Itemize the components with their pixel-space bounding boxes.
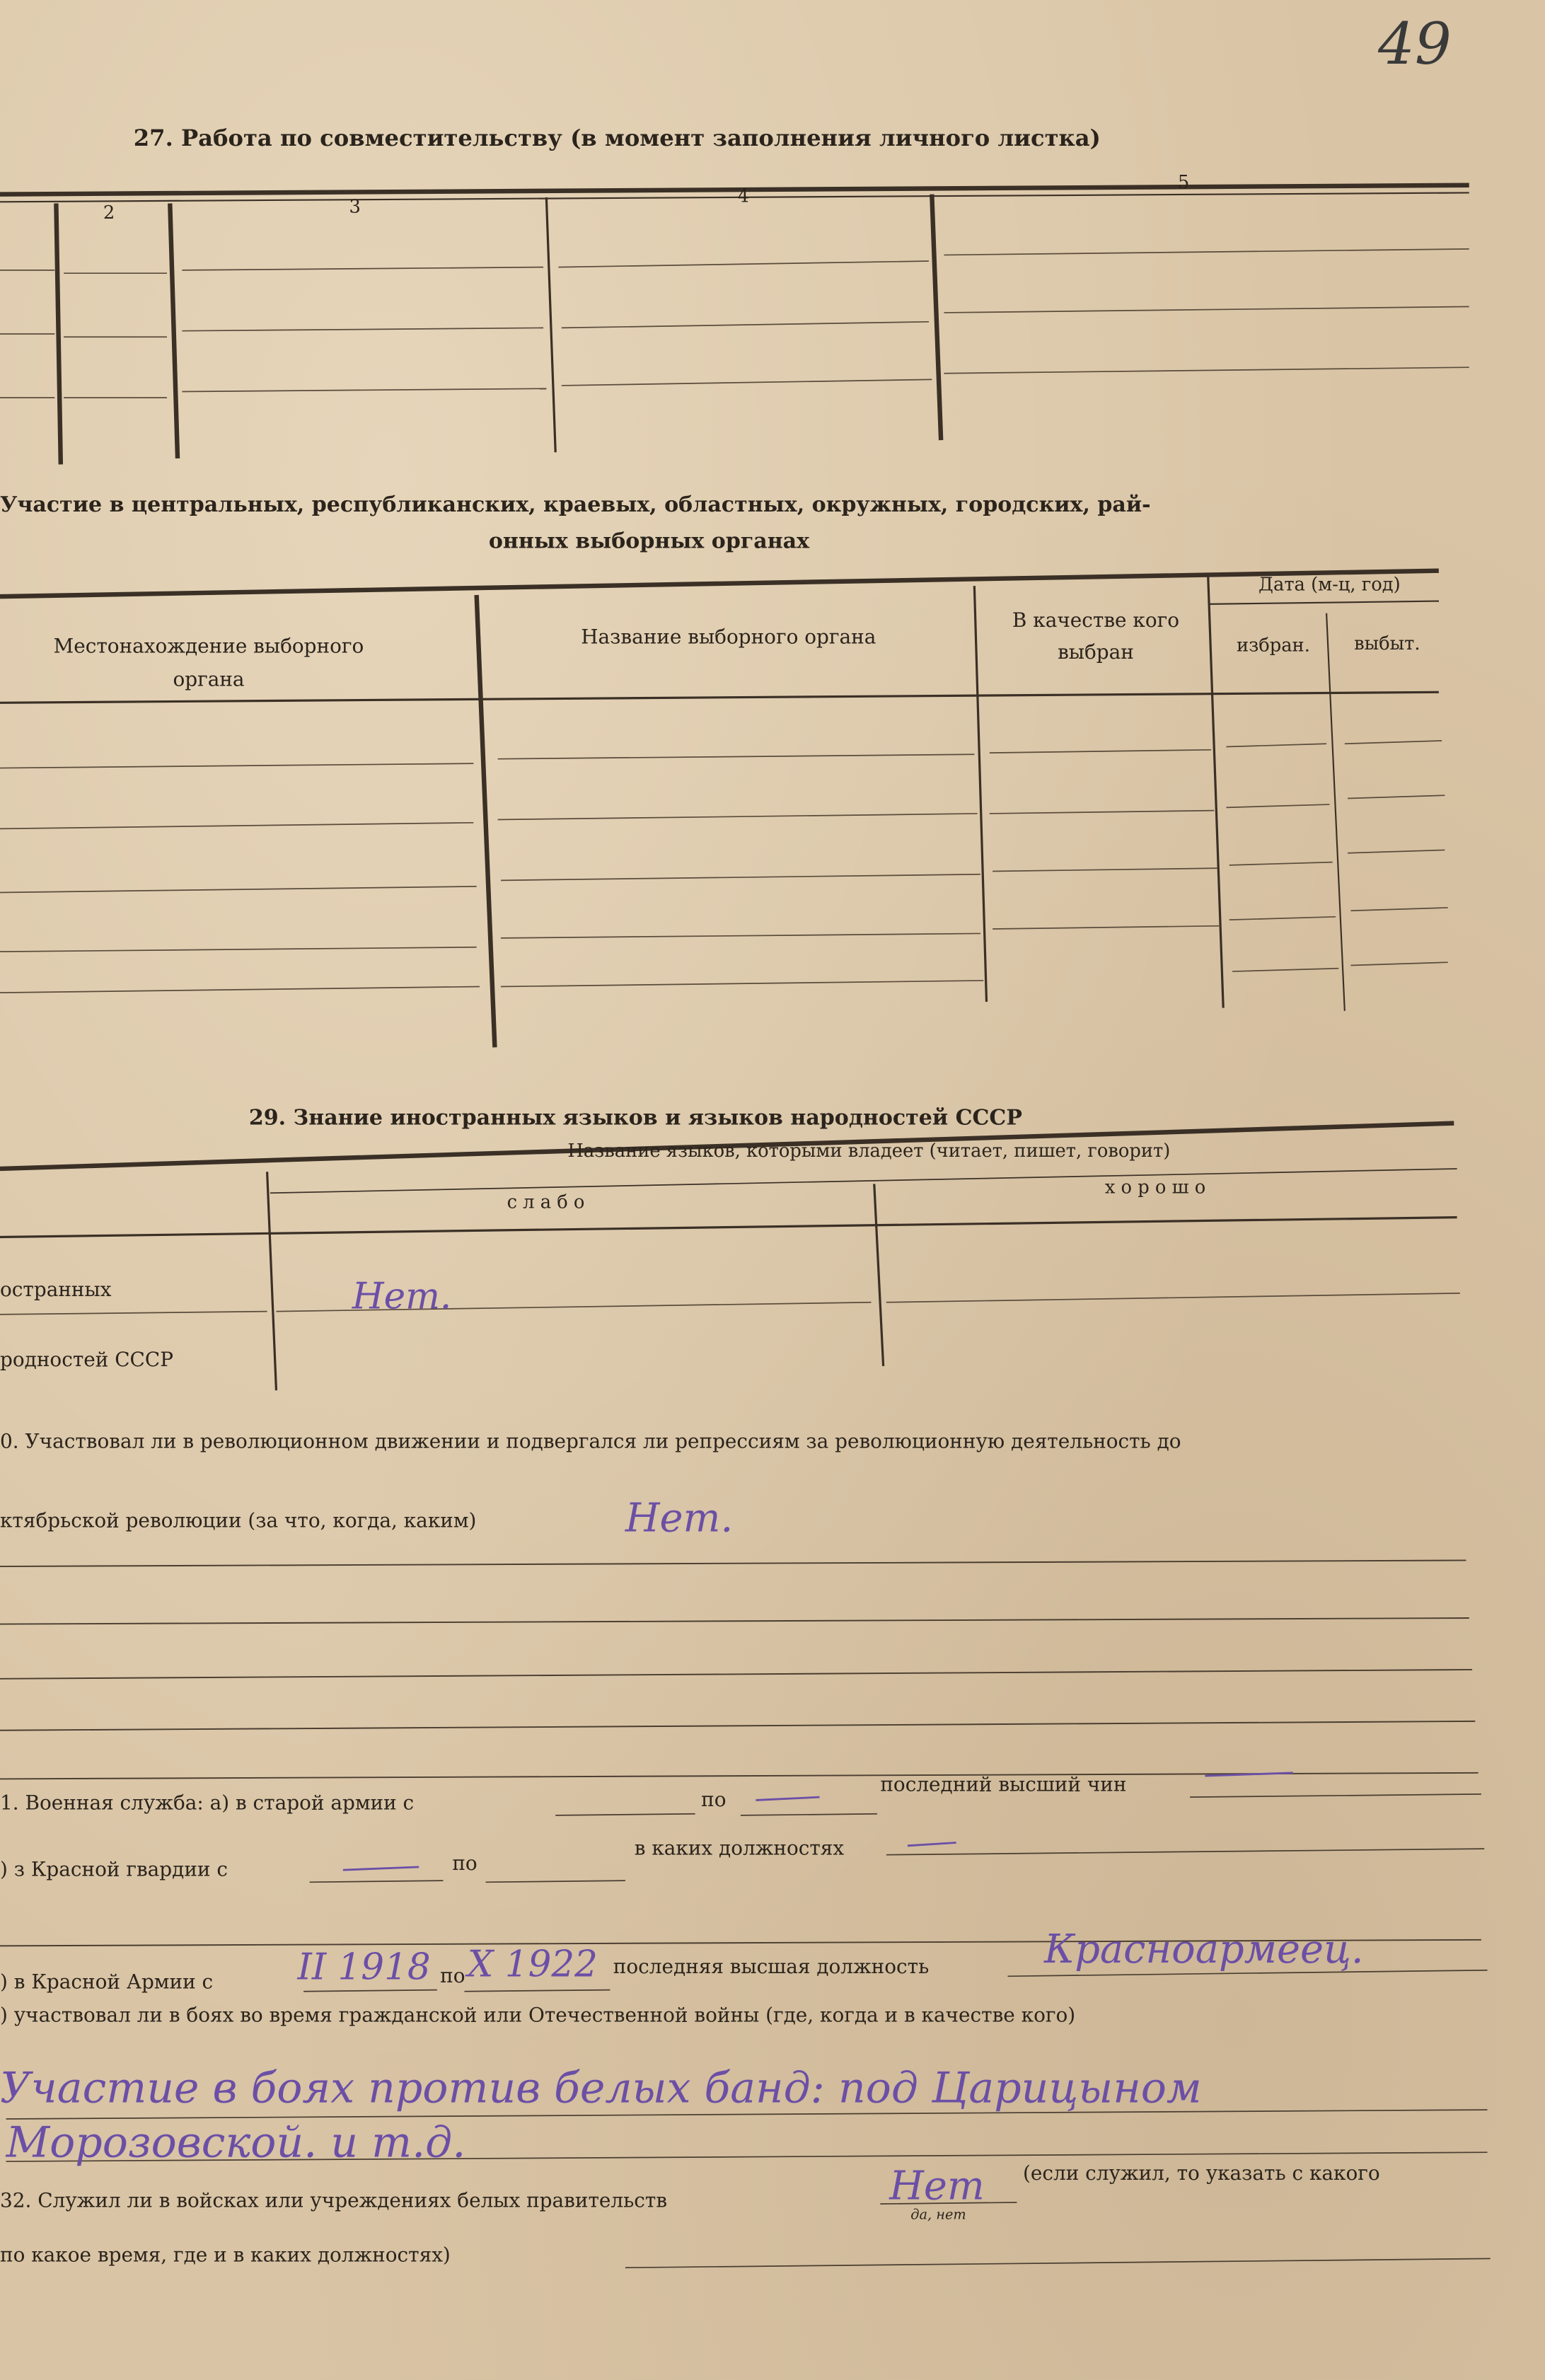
s31-last-rank: последний высший чин — [880, 1774, 1127, 1798]
s29-weak-header: с л а б о — [507, 1191, 585, 1213]
s27-col-2: 2 — [103, 202, 115, 224]
s27-col-4: 4 — [737, 185, 750, 207]
s29-header: Название языков, которыми владеет (читает, пишет, говорит) — [567, 1140, 1171, 1162]
s31-po-a: по — [701, 1789, 727, 1813]
s29-row-ussr: родностей СССР — [0, 1349, 174, 1373]
section-28-title-line2: онных выборных органах — [488, 529, 810, 555]
s31-last-position: последняя высшая должность — [613, 1956, 930, 1980]
section-28-title-line1: Участие в центральных, республиканских, краевых, областных, окружных, городских, рай- — [0, 493, 1151, 518]
s31-line-v: ) в Красной Армии с — [0, 1971, 214, 1995]
s27-col-5: 5 — [1177, 171, 1190, 193]
s31-to-handwritten: X 1922 — [467, 1943, 598, 1986]
s28-header-elected: избран. — [1237, 634, 1310, 656]
s32-answer-note: да, нет — [910, 2208, 966, 2224]
s31-battle-handwritten-2: Морозовской. и т.д. — [6, 2117, 466, 2168]
s31-battle-handwritten-1: Участие в боях против белых банд: под Царицыном — [0, 2062, 1202, 2113]
section-29-title: 29. Знание иностранных языков и языков народностей СССР — [248, 1106, 1022, 1131]
s27-col-3: 3 — [349, 195, 361, 217]
s32-question-line1-end: (если служил, то указать с какого — [1022, 2163, 1380, 2186]
s31-line-b: ) з Красной гвардии с — [0, 1859, 228, 1883]
s29-answer-handwritten: Нет. — [352, 1275, 452, 1318]
s29-row-foreign: остранных — [0, 1279, 112, 1302]
s31-position-handwritten: Красноармеец. — [1044, 1927, 1364, 1974]
s31-line-a: 1. Военная служба: а) в старой армии с — [0, 1792, 415, 1815]
s29-good-header: х о р о ш о — [1104, 1176, 1206, 1198]
s30-answer-handwritten: Нет. — [625, 1496, 734, 1542]
s28-header-name: Название выборного органа — [581, 627, 876, 650]
s28-header-location: Местонахождение выборного органа — [53, 635, 364, 693]
s31-line-g: ) участвовал ли в боях во время гражданской или Отечественной войны (где, когда и в качестве кого) — [0, 2005, 1076, 2028]
s32-question-line1: 32. Служил ли в войсках или учреждениях белых правительств — [0, 2190, 668, 2213]
section-27-title: 27. Работа по совместительству (в момент заполнения личного листка) — [133, 124, 1101, 152]
s32-question-line2: по какое время, где и в каких должностях) — [0, 2245, 451, 2268]
s32-answer-handwritten: Нет — [889, 2164, 985, 2210]
s31-po-v: по — [440, 1965, 465, 1989]
page-number: 49 — [1378, 11, 1452, 78]
s28-header-date: Дата (м-ц, год) — [1258, 573, 1401, 595]
s28-header-left: выбыт. — [1354, 632, 1420, 654]
s31-from-handwritten: II 1918 — [297, 1946, 431, 1989]
s28-header-role: В качестве кого выбран — [1012, 610, 1180, 665]
s30-question-line2: ктябрьской революции (за что, когда, каким) — [0, 1510, 477, 1533]
s31-po-b: по — [452, 1853, 478, 1876]
s30-question-line1: 0. Участвовал ли в революционном движении и подвергался ли репрессиям за революционную деятельность до — [0, 1431, 1181, 1455]
s31-positions: в каких должностях — [634, 1838, 845, 1861]
